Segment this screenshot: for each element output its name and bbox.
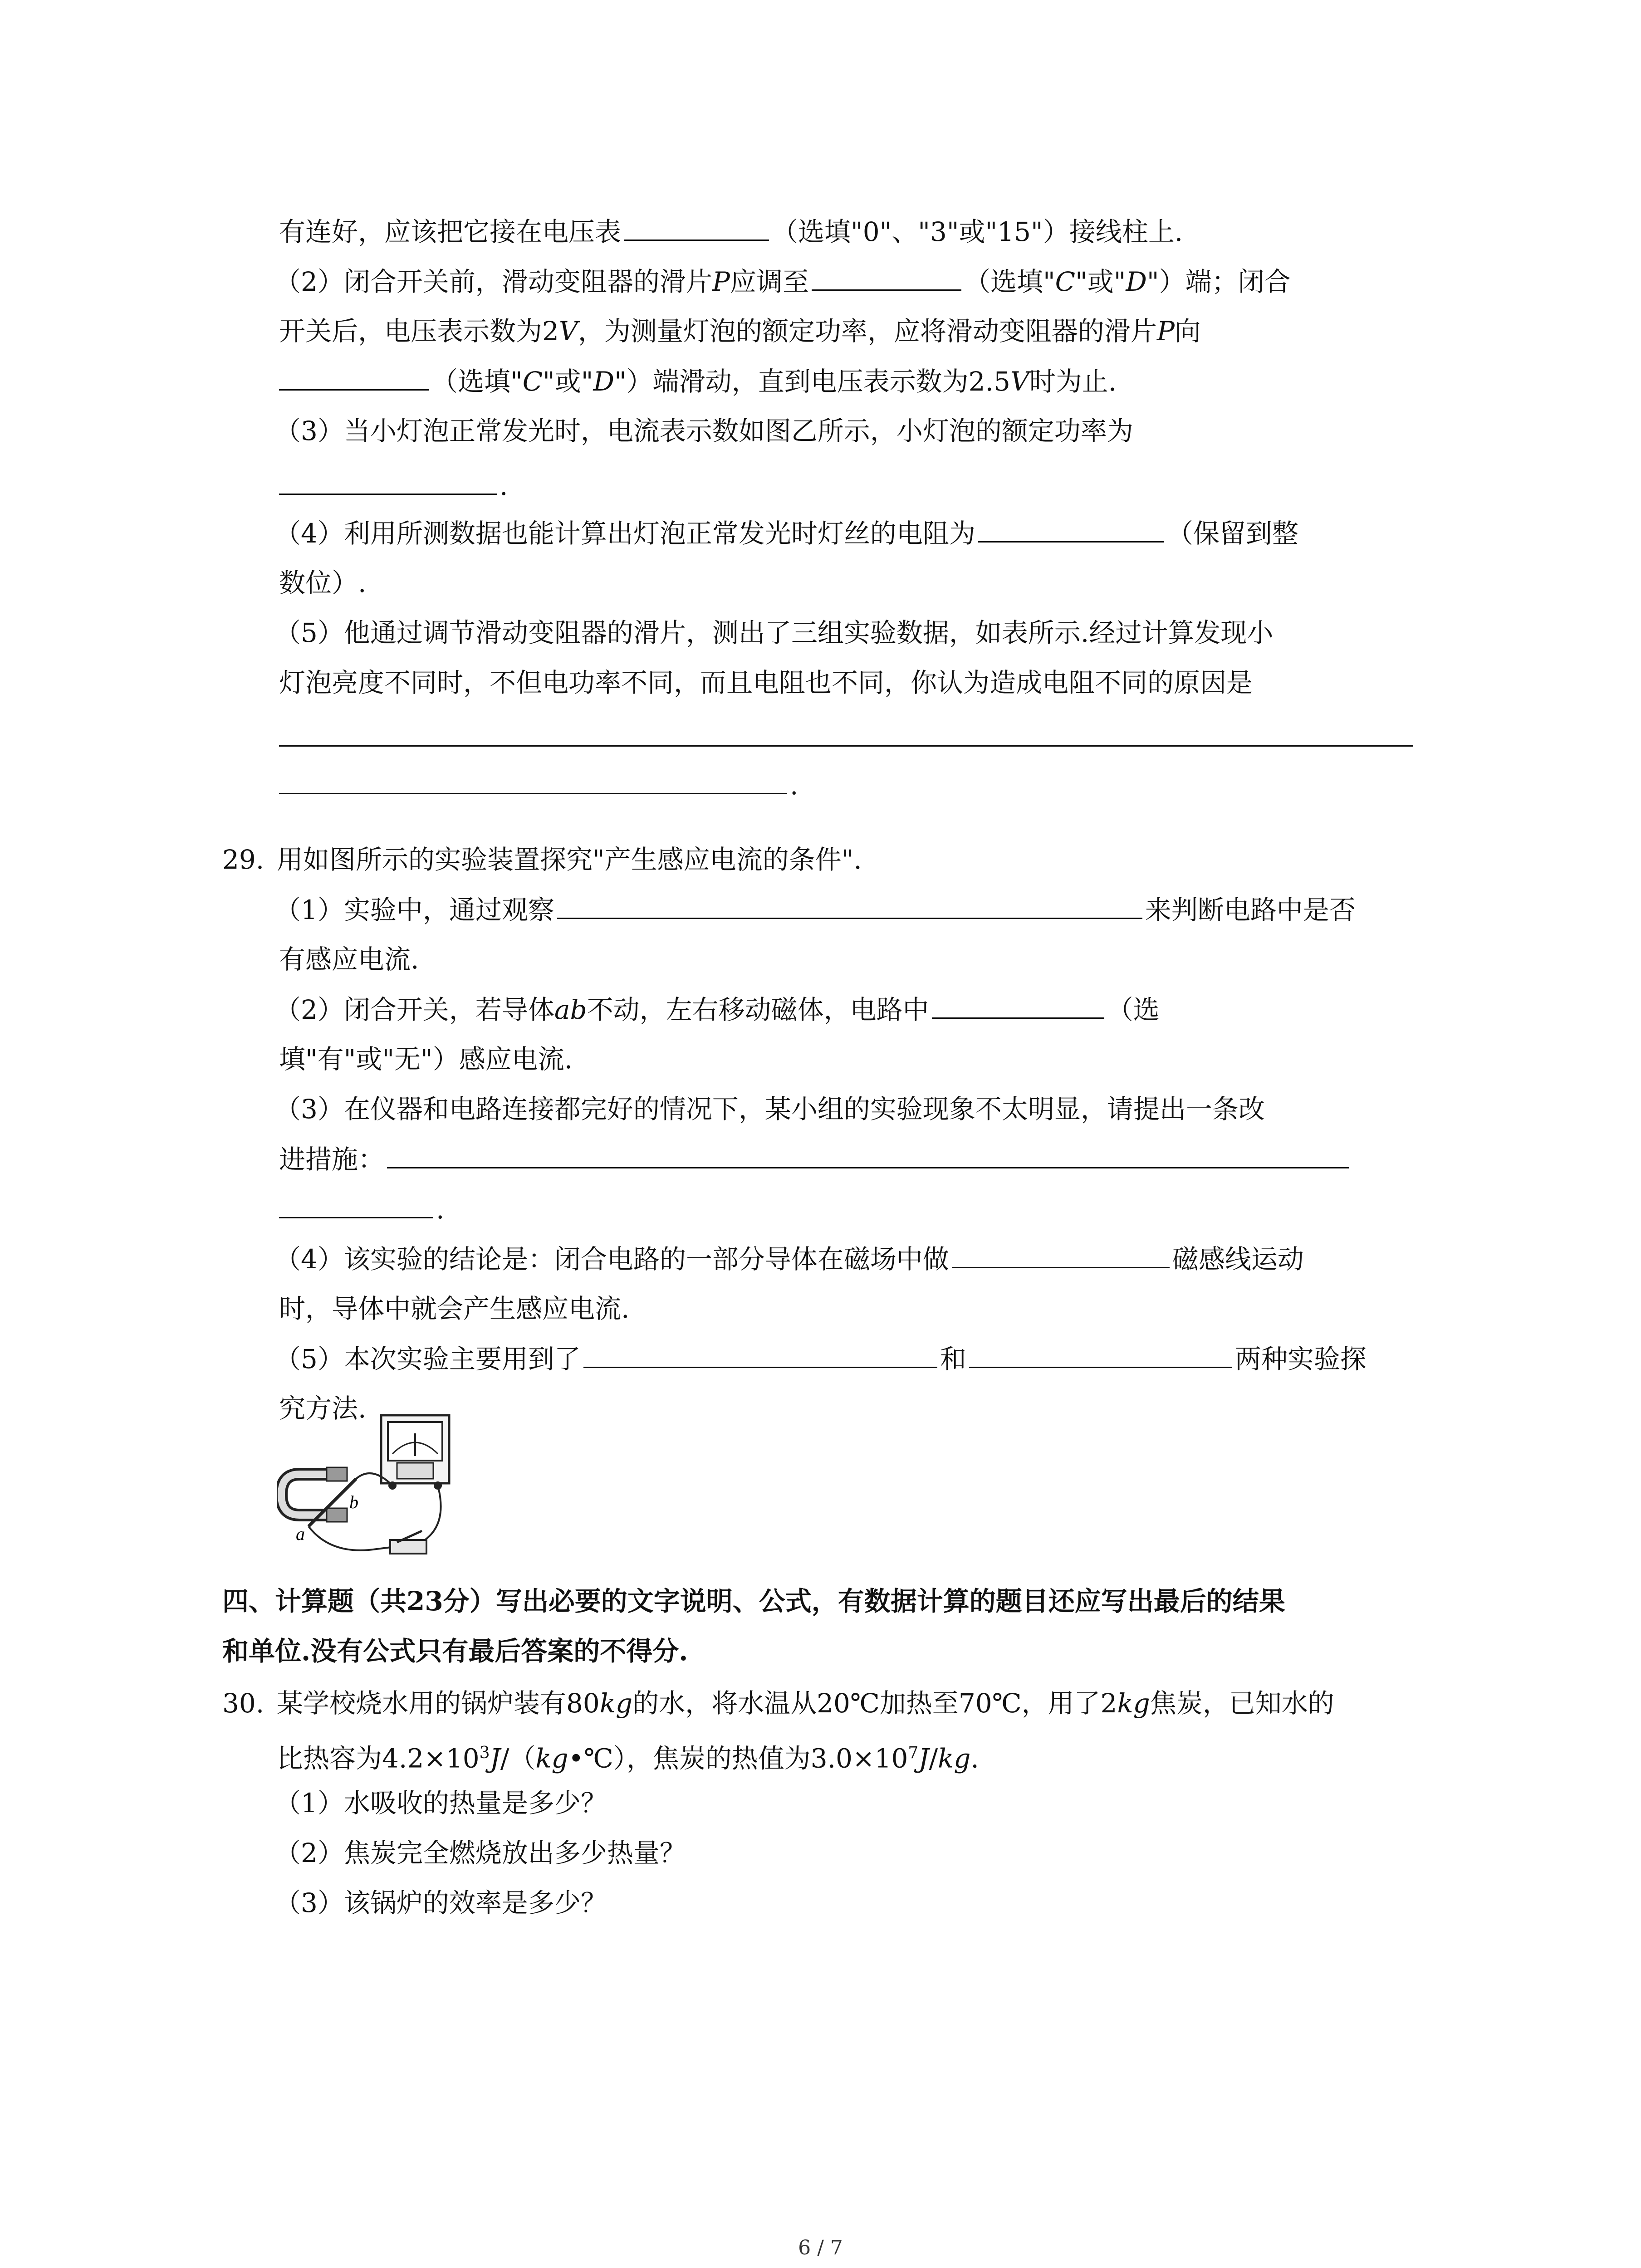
question-number: 29.: [222, 844, 265, 875]
answer-blank[interactable]: [387, 1141, 1349, 1168]
q28-line-1: 有连好，应该把它接在电压表 （选填"0"、"3"或"15"）接线柱上.: [279, 213, 1183, 249]
answer-blank[interactable]: [952, 1241, 1170, 1268]
answer-blank[interactable]: [279, 719, 1413, 747]
q28-part5-line-3: [279, 719, 1416, 755]
label-b: b: [349, 1492, 358, 1512]
answer-blank[interactable]: [812, 263, 961, 291]
q29-part2-line-1: （2）闭合开关，若导体ab不动，左右移动磁体，电路中 （选: [274, 991, 1160, 1027]
question-number: 30.: [222, 1688, 265, 1719]
answer-blank[interactable]: [969, 1340, 1232, 1368]
q29-part5-line-1: （5）本次实验主要用到了 和 两种实验探: [274, 1340, 1367, 1377]
q29-part2-line-2: 填"有"或"无"）感应电流.: [279, 1044, 573, 1075]
q29-part3-line-3: .: [279, 1191, 444, 1227]
q29-part1-line-1: （1）实验中，通过观察 来判断电路中是否: [274, 891, 1356, 928]
q28-part2-line-3: （选填"C"或"D"）端滑动，直到电压表示数为2.5V时为止.: [279, 363, 1117, 399]
page-number: 6 / 7: [798, 2236, 843, 2259]
section-4-heading-line-1: 四、计算题（共23分）写出必要的文字说明、公式，有数据计算的题目还应写出最后的结果: [222, 1586, 1285, 1617]
answer-blank[interactable]: [583, 1340, 937, 1368]
answer-blank[interactable]: [279, 1191, 433, 1218]
q28-part5-line-2: 灯泡亮度不同时，不但电功率不同，而且电阻也不同，你认为造成电阻不同的原因是: [279, 667, 1253, 698]
q28-part4-line-1: （4）利用所测数据也能计算出灯泡正常发光时灯丝的电阻为 （保留到整: [274, 515, 1298, 551]
q29-part3-line-2: 进措施：: [279, 1141, 1352, 1177]
q30-part3: （3）该锅炉的效率是多少？: [274, 1887, 607, 1918]
q29-part1-line-2: 有感应电流.: [279, 944, 419, 975]
q28-part5-line-1: （5）他通过调节滑动变阻器的滑片，测出了三组实验数据，如表所示.经过计算发现小: [274, 617, 1274, 648]
q29-part4-line-1: （4）该实验的结论是：闭合电路的一部分导体在磁场中做 磁感线运动: [274, 1241, 1304, 1277]
answer-blank[interactable]: [557, 891, 1142, 919]
answer-blank[interactable]: [932, 991, 1104, 1019]
answer-blank[interactable]: [279, 767, 787, 794]
magnet-icon: [281, 1467, 347, 1522]
q28-part5-line-4: .: [279, 767, 798, 803]
q28-part4-line-2: 数位）.: [279, 567, 367, 598]
q30-line-2: 比热容为$4.2\times 10^3J/(kg•℃)$，焦炭的热值为$3.0\times 10^7J/kg$.: [277, 1743, 979, 1774]
q30-line-1: 30. 某学校烧水用的锅炉装有80kg的水，将水温从20℃加热至70℃，用了2kg焦炭，已知水的: [222, 1685, 1334, 1721]
q28-part3-line-2: .: [279, 467, 508, 503]
answer-blank[interactable]: [978, 515, 1164, 543]
q29-part5-line-2: 究方法.: [279, 1393, 367, 1424]
answer-blank[interactable]: [279, 363, 429, 391]
q29-part4-line-2: 时，导体中就会产生感应电流.: [279, 1293, 630, 1324]
switch-icon: [390, 1531, 426, 1554]
q28-part2-line-2: 开关后，电压表示数为2V，为测量灯泡的额定功率，应将滑动变阻器的滑片P向: [279, 316, 1201, 347]
q30-part2: （2）焦炭完全燃烧放出多少热量？: [274, 1838, 686, 1868]
q29-stem: 29. 用如图所示的实验装置探究"产生感应电流的条件".: [222, 841, 862, 878]
q30-part1: （1）水吸收的热量是多少？: [274, 1788, 607, 1818]
induction-experiment-figure: [277, 1411, 467, 1560]
q29-part3-line-1: （3）在仪器和电路连接都完好的情况下，某小组的实验现象不太明显，请提出一条改: [274, 1094, 1265, 1124]
section-4-heading-line-2: 和单位.没有公式只有最后答案的不得分.: [222, 1636, 688, 1667]
label-a: a: [296, 1524, 305, 1544]
answer-blank[interactable]: [279, 467, 497, 495]
q28-part3-line-1: （3）当小灯泡正常发光时，电流表示数如图乙所示，小灯泡的额定功率为: [274, 415, 1133, 446]
galvanometer-icon: [381, 1415, 449, 1490]
q28-part2-line-1: （2）闭合开关前，滑动变阻器的滑片P应调至 （选填"C"或"D"）端；闭合: [274, 263, 1291, 299]
answer-blank[interactable]: [624, 213, 769, 241]
